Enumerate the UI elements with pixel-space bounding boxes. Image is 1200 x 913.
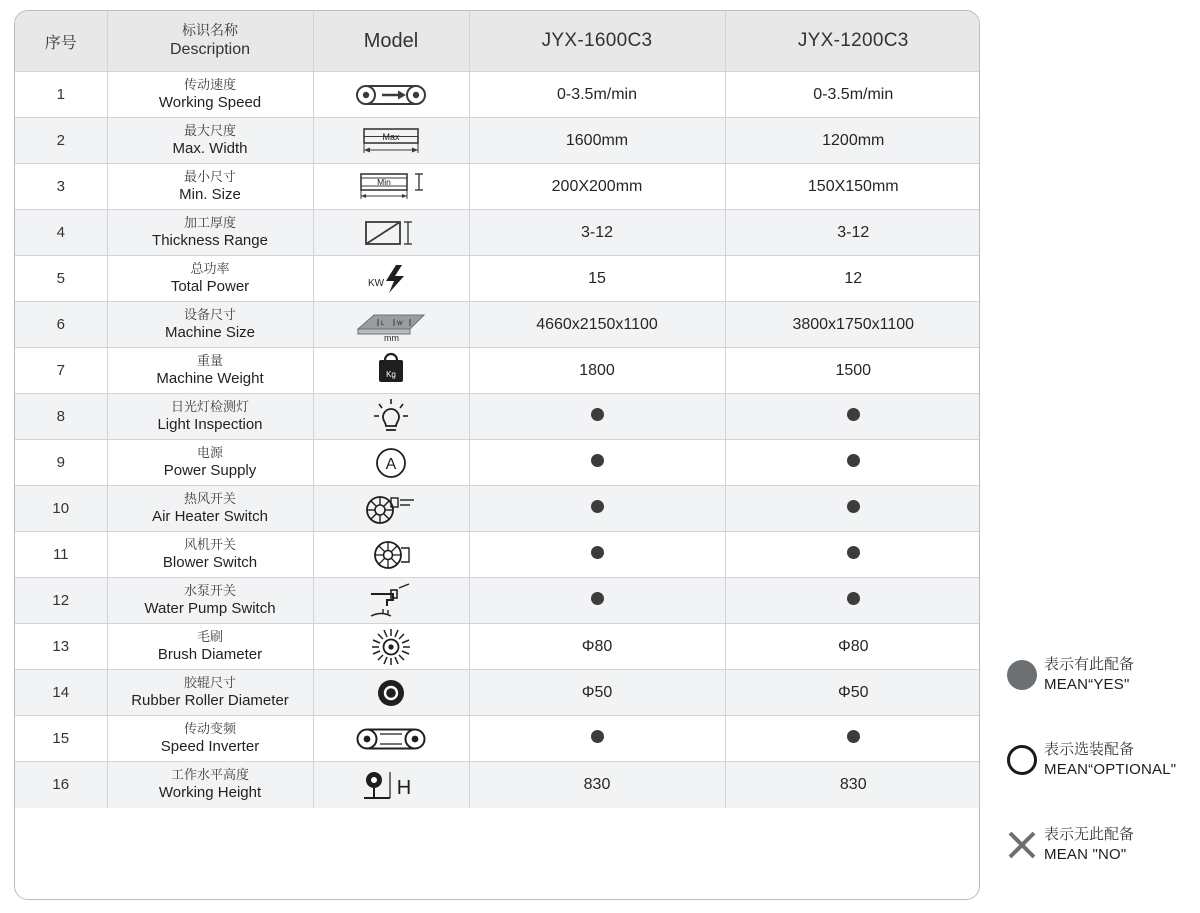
row-icon-cell [313,716,469,762]
power-kw-icon [314,257,469,301]
row-description-en: Light Inspection [157,416,263,434]
row-value-1200: 3800x1750x1100 [725,302,980,348]
row-icon-cell [313,118,469,164]
legend [1000,655,1196,910]
row-description-cn: 水泵开关 [183,582,236,598]
weight-kg-icon [314,349,469,393]
table-row [15,716,980,762]
row-description-cn: 加工厚度 [183,214,236,230]
max-width-icon [314,119,469,163]
machine-size-icon [314,303,469,347]
header-description-en: Description [169,40,251,58]
table-row [15,256,980,302]
yes-dot [847,730,860,743]
row-value-1200: Φ50 [725,670,980,716]
row-value-1200: Φ80 [725,624,980,670]
row-value-1200: 3-12 [725,210,980,256]
row-value-1200 [725,486,980,532]
row-description [107,624,313,670]
row-description [107,394,313,440]
table-row [15,72,980,118]
row-description-cn: 胶辊尺寸 [183,674,236,690]
row-description-cn: 总功率 [190,260,230,276]
row-description [107,72,313,118]
open-circle-icon [1000,745,1044,775]
row-value-1200 [725,716,980,762]
yes-dot [591,500,604,513]
cross-icon [1000,829,1044,861]
row-value-1200 [725,532,980,578]
spec-sheet [14,10,980,900]
row-value-1600 [469,486,725,532]
row-description-en: Machine Weight [156,370,264,388]
lamp-icon [314,395,469,439]
row-description-cn: 重量 [196,352,223,368]
row-description [107,486,313,532]
row-description-en: Min. Size [179,186,241,204]
row-description-en: Water Pump Switch [144,600,276,618]
row-description [107,164,313,210]
row-icon-cell [313,624,469,670]
row-description [107,762,313,808]
row-icon-cell [313,72,469,118]
legend-label-en: MEAN "NO" [1044,845,1127,863]
row-icon-cell [313,210,469,256]
row-index: 8 [15,394,107,440]
row-value-1200 [725,394,980,440]
table-row [15,164,980,210]
table-row [15,670,980,716]
header-no: 序号 [15,11,107,72]
yes-dot [847,408,860,421]
yes-dot [591,592,604,605]
row-icon-cell [313,762,469,808]
row-icon-cell [313,578,469,624]
row-description-cn: 电源 [196,444,223,460]
row-value-1600: 15 [469,256,725,302]
blower-icon [314,533,469,577]
yes-dot [591,454,604,467]
row-icon-cell [313,670,469,716]
row-description-en: Brush Diameter [157,646,263,664]
brush-icon [314,625,469,669]
row-icon-cell [313,532,469,578]
row-description-en: Working Speed [158,94,262,112]
ampere-icon [314,441,469,485]
row-description-en: Total Power [170,278,250,296]
row-value-1600 [469,578,725,624]
svg-text:KW: KW [368,277,385,289]
svg-text:mm: mm [384,332,399,343]
table-row [15,762,980,808]
row-description-cn: 最小尺寸 [183,168,236,184]
row-description-cn: 传动速度 [183,76,236,92]
table-row [15,532,980,578]
water-pump-icon [314,579,469,623]
row-index: 5 [15,256,107,302]
legend-item-optional [1000,740,1196,779]
yes-dot [847,592,860,605]
svg-text:Max: Max [382,131,400,142]
row-icon-cell [313,440,469,486]
row-icon-cell [313,486,469,532]
yes-dot [847,546,860,559]
svg-text:Min: Min [377,176,391,187]
header-model-1200: JYX-1200C3 [725,11,980,72]
table-row [15,624,980,670]
legend-item-no [1000,825,1196,864]
row-index: 15 [15,716,107,762]
header-model: Model [313,11,469,72]
row-description [107,118,313,164]
table-row [15,210,980,256]
table-body [15,72,980,808]
table-row [15,578,980,624]
row-index: 3 [15,164,107,210]
yes-dot [591,408,604,421]
table-row [15,302,980,348]
header-description-cn: 标识名称 [182,22,238,39]
table-row [15,440,980,486]
row-description-en: Machine Size [164,324,256,342]
row-value-1600 [469,716,725,762]
row-description-en: Thickness Range [152,232,268,250]
row-description [107,670,313,716]
row-index: 12 [15,578,107,624]
svg-text:A: A [385,455,397,473]
table-row [15,348,980,394]
row-value-1200 [725,440,980,486]
legend-text [1044,825,1134,864]
row-index: 11 [15,532,107,578]
row-value-1200: 1200mm [725,118,980,164]
row-value-1200 [725,578,980,624]
yes-dot [847,454,860,467]
row-value-1200: 830 [725,762,980,808]
yes-dot [591,546,604,559]
legend-text [1044,655,1134,694]
thickness-range-icon [314,211,469,255]
table-row [15,118,980,164]
table-row [15,394,980,440]
row-description-en: Blower Switch [162,554,258,572]
row-description-en: Working Height [158,784,262,802]
min-size-icon [314,165,469,209]
row-icon-cell [313,164,469,210]
air-heater-icon [314,487,469,531]
working-height-icon [314,763,469,807]
row-description-en: Max. Width [172,140,248,158]
row-value-1600: 830 [469,762,725,808]
row-index: 14 [15,670,107,716]
header-model-1600: JYX-1600C3 [469,11,725,72]
row-index: 6 [15,302,107,348]
legend-item-yes [1000,655,1196,694]
svg-text:L: L [381,320,385,327]
row-index: 1 [15,72,107,118]
row-description [107,716,313,762]
row-description-en: Speed Inverter [160,738,260,756]
filled-circle-icon [1000,660,1044,690]
table-header [15,11,980,72]
legend-label-cn: 表示无此配备 [1044,826,1135,843]
table-row [15,486,980,532]
row-description-cn: 传动变频 [183,720,236,736]
row-description-cn: 最大尺度 [183,122,236,138]
row-value-1600 [469,394,725,440]
row-value-1600: 1800 [469,348,725,394]
svg-text:H: H [396,776,412,799]
row-icon-cell [313,394,469,440]
row-value-1600: 200X200mm [469,164,725,210]
row-value-1600: 0-3.5m/min [469,72,725,118]
row-value-1600: Φ80 [469,624,725,670]
legend-label-cn: 表示有此配备 [1044,656,1135,673]
row-description-cn: 风机开关 [183,536,236,552]
row-description-cn: 日光灯检测灯 [170,398,249,414]
speed-inverter-icon [314,717,469,761]
row-description-en: Rubber Roller Diameter [131,692,289,710]
row-index: 2 [15,118,107,164]
row-description-cn: 毛刷 [196,628,223,644]
row-value-1200: 1500 [725,348,980,394]
conveyor-speed-icon [314,73,469,117]
row-description [107,348,313,394]
roller-icon [314,671,469,715]
row-description [107,532,313,578]
row-value-1600: 4660x2150x1100 [469,302,725,348]
row-description [107,440,313,486]
row-index: 7 [15,348,107,394]
yes-dot [847,500,860,513]
row-index: 10 [15,486,107,532]
row-description [107,302,313,348]
row-value-1600: 1600mm [469,118,725,164]
yes-dot [591,730,604,743]
row-value-1200: 150X150mm [725,164,980,210]
row-value-1600: Φ50 [469,670,725,716]
row-description-en: Power Supply [163,462,257,480]
header-row [15,11,980,72]
svg-text:Kg: Kg [386,369,396,379]
svg-text:W: W [397,320,403,327]
row-icon-cell [313,348,469,394]
row-description [107,578,313,624]
row-icon-cell [313,302,469,348]
row-index: 13 [15,624,107,670]
row-index: 16 [15,762,107,808]
row-value-1600 [469,440,725,486]
row-description-cn: 热风开关 [183,490,236,506]
row-description [107,210,313,256]
row-value-1600 [469,532,725,578]
legend-label-en: MEAN“OPTIONAL" [1044,760,1177,778]
row-index: 9 [15,440,107,486]
row-description-cn: 设备尺寸 [183,306,236,322]
row-description-en: Air Heater Switch [152,508,268,526]
row-description [107,256,313,302]
specification-table [15,11,980,808]
row-index: 4 [15,210,107,256]
row-value-1200: 12 [725,256,980,302]
row-description-cn: 工作水平高度 [170,766,249,782]
row-icon-cell [313,256,469,302]
row-value-1600: 3-12 [469,210,725,256]
legend-label-cn: 表示选装配备 [1044,741,1135,758]
legend-label-en: MEAN“YES" [1044,675,1130,693]
row-value-1200: 0-3.5m/min [725,72,980,118]
header-description [107,11,313,72]
legend-text [1044,740,1176,779]
